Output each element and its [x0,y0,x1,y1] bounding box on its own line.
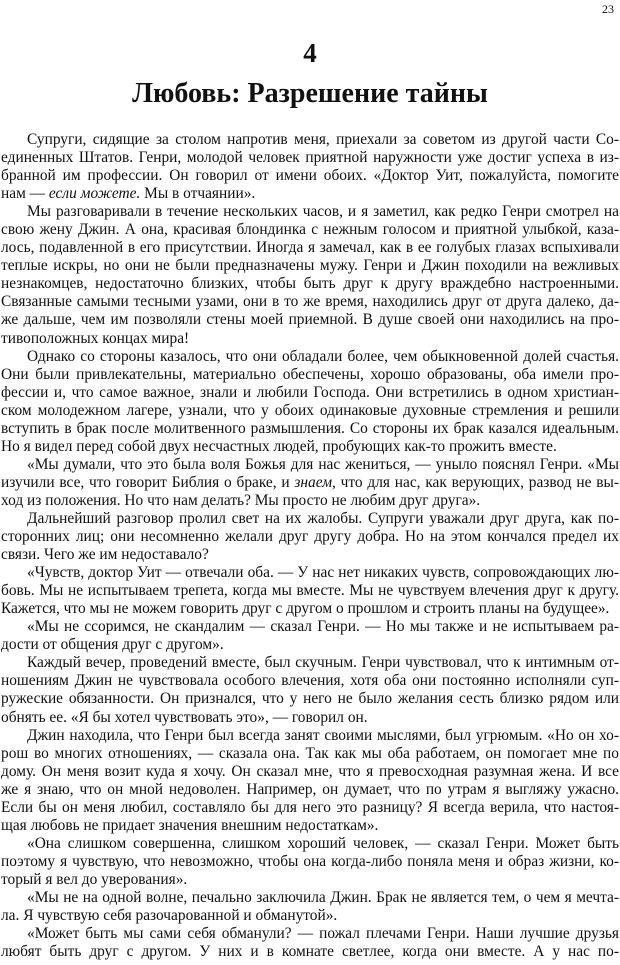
text-line: рош во многих отношениях, — сказала она. Так как мы оба работаем, он помогает мне по [1,744,619,762]
text-line: поэтому я чувствую, что невозможно, чтобы она когда-либо поняла меня и образ жизни, ко- [1,852,619,870]
text-line: тивоположных концах мира! [1,329,190,347]
chapter-title: Любовь: Разрешение тайны [132,78,488,109]
paragraph [1,510,619,564]
text-line: вступить в брак после молитвенного размышления. Со стороны их брак казался идеальным. [1,419,619,437]
text-line: ход из положения. Но что нам делать? Мы просто не любим друг друга». [1,491,481,509]
text-line: «Чувств, доктор Уит — отвечали оба. — У нас нет никаких чувств, сопровождающих лю- [27,564,619,582]
text-line: свою жену Джин. А она, красивая блондинка с нежным голосом и приятной улыбкой, каза- [1,221,619,239]
paragraph [1,131,619,203]
text-line: же я знаю, что он мной недоволен. Например, он думает, что по утрам я выгляжу ужасно. [1,780,619,798]
text-line: Джин находила, что Генри был всегда занят своими мыслями, был угрюмым. «Но он хо- [27,726,619,744]
text-line: Дальнейший разговор пролил свет на их жалобы. Супруги уважали друг друга, как по- [27,509,619,527]
text-line: Но я видел перед собой двух несчастных людей, пробующих как-то прожить вместе. [1,437,557,455]
text-run: Мы в отчаянии». [140,185,256,203]
text-line: Супруги, сидящие за столом напротив меня, приехали за советом из другой части Со- [27,131,619,148]
page-number: 23 [602,2,614,16]
text-line: торый я вел до уверования». [1,870,188,888]
text-line: сторонних лиц; они несомненно желали друг другу добра. Но на этом кончался предел их [1,528,619,546]
text-line: щая любовь не придает значения внешним недостаткам». [1,816,379,834]
text-line: бовь. Мы не испытываем трепета, когда мы вместе. Мы не чувствуем влечения друг к другу. [1,582,619,600]
text-line: ружеские обязанности. Он признался, что у него не было желания сесть близко рядом или [1,690,619,708]
text-line: Однако со стороны казалось, что они обладали более, чем обыкновенной долей счастья. [27,347,619,365]
text-line: дому. Он меня возит куда я хочу. Он сказал мне, что я превосходная разумная жена. И все [1,762,619,780]
paragraph [1,203,619,347]
text-line: любят быть друг с другом. У них и в комнате светлее, когда они вместе. А у нас по- [1,943,619,961]
paragraph [1,889,619,925]
text-line: «Может быть мы сами себя обманули? — пожал плечами Генри. Наши лучшие друзья [27,925,619,943]
text-run: что для нас, как верующих, развод не вы- [335,473,619,491]
italic-text: если можете. [48,185,141,203]
text-line: Кажется, что мы не можем говорить друг с другом о прошлом и строить планы на будущее». [1,600,610,618]
text-line: связи. Чего же им недоставало? [1,546,209,564]
chapter-body [1,131,619,961]
paragraph [1,925,619,961]
text-line: ношениям Джин не чувствовала особого влечения, хотя оба они постоянно исполняли суп- [1,672,619,690]
paragraph [1,727,619,835]
text-line: Если бы он меня любил, составляло бы для него это разницу? Я всегда верила, что настоя- [1,798,619,816]
text-line: ла. Я чувствую себя разочарованной и обманутой». [1,907,338,925]
text-line: «Она слишком совершенна, слишком хороший человек, — сказал Генри. Может быть [27,834,619,852]
paragraph [1,618,619,654]
paragraph [1,456,619,510]
text-line [1,185,619,203]
italic-text: знаем, [294,473,336,491]
text-line: Связанные самыми тесными узами, они в то же время, находились друг от друга далеко, да- [1,293,619,311]
text-line: «Мы не ссоримся, не скандалим — сказал Генри. — Но мы также и не испытываем ра- [27,618,619,636]
paragraph [1,654,619,726]
paragraph [1,835,619,889]
text-line: незнакомцев, недостаточно близких, чтобы быть друг к другу враждебно настроенными. [1,275,619,293]
text-line: теплые искры, но они не были предназначены мужу. Генри и Джин походили на вежливых [1,257,619,275]
text-line: дости от общения друг с другом». [1,636,224,654]
text-line [1,474,619,492]
text-line: Мы разговаривали в течение нескольких часов, и я заметил, как редко Генри смотрел на [27,203,619,221]
text-line: фессии и, что самое важное, знали и любили Господа. Они встретились в одном христиан- [1,383,619,401]
text-line: обнять ее. «Я бы хотел чувствовать это», — говорил он. [1,708,368,726]
text-run: нам — [1,185,49,203]
text-line: «Мы думали, что это была воля Божья для нас жениться, — уныло пояснял Генри. «Мы [27,455,619,473]
text-run: изучили все, что говорит Библия о браке, и [1,473,295,491]
text-line: же дальше, чем им позволяли стены моей приемной. В душе своей они находились на про- [1,311,619,329]
text-line: лось, подавленной в его присутствии. Иногда я замечал, как в ее голубых глазах вспыхивали [1,239,619,257]
text-line: Каждый вечер, проведений вместе, был скучным. Генри чувствовал, что к интимным от- [27,654,619,672]
text-line: «Мы не на одной волне, печально заключила Джин. Брак не является тем, о чем я мечта- [27,888,619,906]
text-line: ском молодежном лагере, узнали, что у обоих одинаковые духовные стремления и решили [1,401,619,419]
paragraph [1,564,619,618]
chapter-number: 4 [303,38,317,68]
paragraph [1,348,619,456]
text-line: единенных Штатов. Генри, молодой человек приятной наружности уже достиг успеха в из- [1,149,619,167]
text-line: бранной им профессии. Он говорил от имени обоих. «Доктор Уит, пожалуйста, помогите [1,167,619,185]
text-line: Они были привлекательны, материально обеспечены, хорошо образованы, оба имели про- [1,365,619,383]
